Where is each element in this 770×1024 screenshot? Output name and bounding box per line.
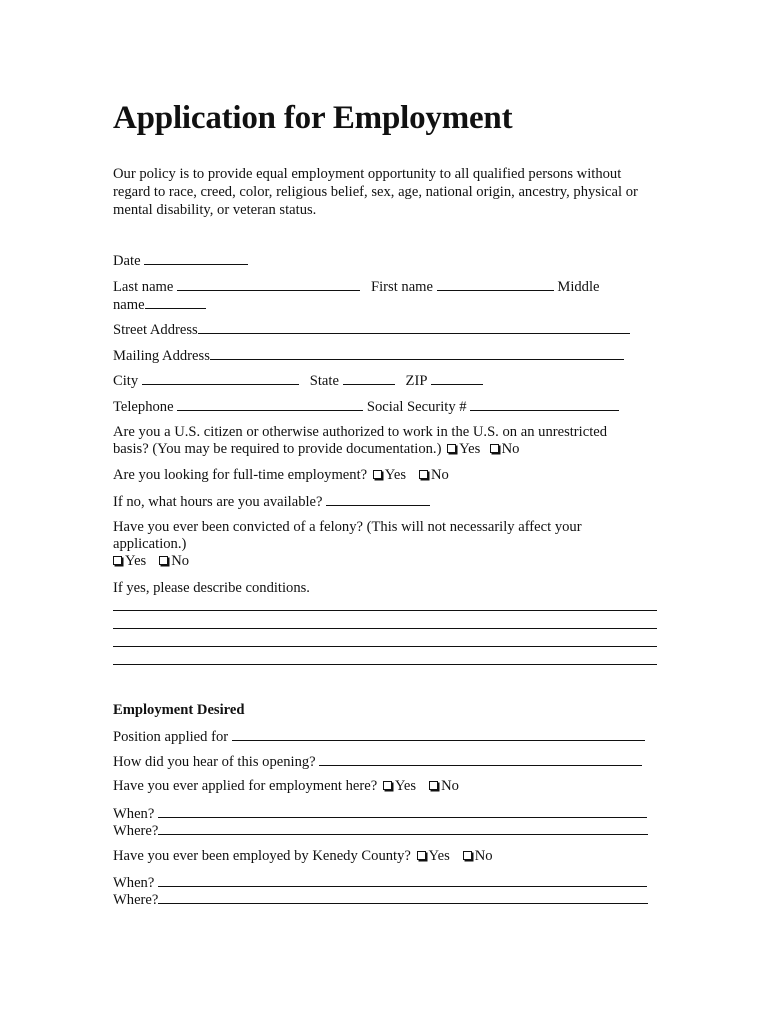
name-row	[113, 277, 600, 296]
mailing-address-label: Mailing Address	[113, 348, 210, 364]
last-name-label: Last name	[113, 279, 174, 295]
hear-label: How did you hear of this opening?	[113, 754, 316, 770]
fulltime-no-checkbox[interactable]	[419, 470, 428, 479]
date-label: Date	[113, 253, 141, 269]
hours-row	[113, 492, 430, 511]
employed-no-checkbox[interactable]	[463, 851, 472, 860]
employed-where-label: Where?	[113, 892, 159, 908]
last-name-field[interactable]	[177, 277, 360, 291]
employed-when-label: When?	[113, 875, 155, 891]
middle-name-label: name	[113, 297, 145, 313]
middle-name-field[interactable]	[145, 295, 206, 309]
applied-when-field[interactable]	[158, 804, 647, 818]
employed-no-label: No	[474, 848, 493, 864]
first-name-field[interactable]	[437, 277, 554, 291]
state-field[interactable]	[343, 371, 395, 385]
applied-row	[113, 777, 459, 795]
telephone-field[interactable]	[177, 397, 363, 411]
applied-question: Have you ever applied for employment here?	[113, 778, 378, 794]
street-address-label: Street Address	[113, 322, 198, 338]
zip-label: ZIP	[405, 373, 427, 389]
position-field[interactable]	[232, 727, 645, 741]
applied-where-field[interactable]	[158, 821, 648, 835]
city-field[interactable]	[142, 371, 299, 385]
applied-yes-label: Yes	[394, 778, 417, 794]
policy-statement: Our policy is to provide equal employment opportunity to all qualified persons without regard to race, creed, color, religious belief, sex, age, national origin, ancestry, physical or mental disability, or veteran status.	[113, 166, 638, 218]
conditions-line-1[interactable]	[113, 610, 657, 611]
citizen-question-line2: basis? (You may be required to provide documentation.)	[113, 441, 442, 457]
felony-yes-label: Yes	[125, 553, 147, 569]
citizen-question-line1: Are you a U.S. citizen or otherwise authorized to work in the U.S. on an unrestricted	[113, 424, 608, 440]
hear-field[interactable]	[319, 752, 642, 766]
employed-when-field[interactable]	[158, 873, 647, 887]
position-label: Position applied for	[113, 729, 229, 745]
citizen-yes-checkbox[interactable]	[447, 444, 456, 453]
citizen-no-label: No	[501, 441, 520, 457]
mailing-row	[113, 346, 624, 365]
ssn-field[interactable]	[470, 397, 619, 411]
employed-where-field[interactable]	[158, 890, 648, 904]
telephone-label: Telephone	[113, 399, 174, 415]
fulltime-row	[113, 466, 449, 484]
conditions-line-4[interactable]	[113, 664, 657, 665]
state-label: State	[309, 373, 339, 389]
conditions-line-2[interactable]	[113, 628, 657, 629]
employed-yes-label: Yes	[428, 848, 450, 864]
telephone-row	[113, 397, 619, 416]
street-address-field[interactable]	[198, 320, 630, 334]
fulltime-yes-label: Yes	[384, 467, 407, 483]
hours-question: If no, what hours are you available?	[113, 494, 323, 510]
felony-yes-checkbox[interactable]	[113, 556, 122, 565]
ssn-label: Social Security #	[366, 399, 467, 415]
fulltime-no-label: No	[430, 467, 449, 483]
felony-options	[113, 552, 189, 570]
middle-label: Middle	[557, 279, 600, 295]
first-name-label: First name	[371, 279, 434, 295]
hours-field[interactable]	[326, 492, 430, 506]
hear-row	[113, 752, 642, 771]
city-row	[113, 371, 483, 390]
page-title: Application for Employment	[113, 100, 513, 136]
date-row	[113, 251, 248, 270]
fulltime-question: Are you looking for full-time employment?	[113, 467, 368, 483]
felony-question-line2: application.)	[113, 536, 187, 552]
applied-yes-checkbox[interactable]	[383, 781, 392, 790]
street-row	[113, 320, 630, 339]
applied-where-label: Where?	[113, 823, 159, 839]
applied-no-label: No	[441, 778, 459, 794]
applied-where-row	[113, 821, 648, 840]
describe-conditions-label: If yes, please describe conditions.	[113, 580, 310, 596]
felony-no-label: No	[171, 553, 190, 569]
citizen-no-checkbox[interactable]	[490, 444, 499, 453]
citizen-yes-label: Yes	[459, 441, 481, 457]
position-row	[113, 727, 645, 746]
employment-desired-heading: Employment Desired	[113, 702, 245, 718]
felony-no-checkbox[interactable]	[159, 556, 168, 565]
applied-no-checkbox[interactable]	[429, 781, 438, 790]
employed-where-row	[113, 890, 648, 909]
date-field[interactable]	[144, 251, 248, 265]
employed-question: Have you ever been employed by Kenedy County?	[113, 848, 411, 864]
employed-yes-checkbox[interactable]	[417, 851, 426, 860]
city-label: City	[113, 373, 139, 389]
middle-name-row	[113, 295, 206, 314]
felony-question-line1: Have you ever been convicted of a felony? (This will not necessarily affect your	[113, 519, 582, 535]
applied-when-label: When?	[113, 806, 155, 822]
mailing-address-field[interactable]	[210, 346, 624, 360]
citizen-row	[113, 440, 519, 458]
employed-row	[113, 847, 493, 865]
conditions-line-3[interactable]	[113, 646, 657, 647]
zip-field[interactable]	[431, 371, 483, 385]
fulltime-yes-checkbox[interactable]	[373, 470, 382, 479]
